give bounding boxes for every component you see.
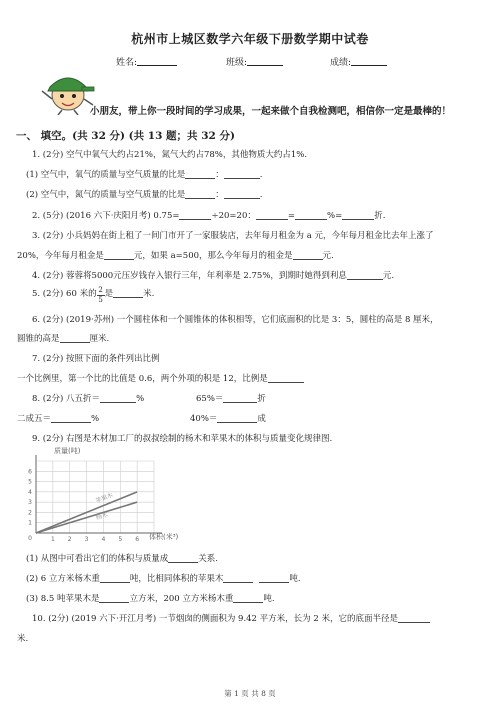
q6-blank[interactable] (60, 333, 90, 343)
q10-text-a: 10. (2分) (2019 六下·开江月考) 一节烟囱的侧面积为 9.42 平方米，长为 2 米，它的底面半径是 (32, 614, 398, 624)
y-tick-label: 6 (28, 468, 32, 476)
q7-line2 (17, 372, 304, 384)
q9-sub1-text-a: (1) 从图中可看出它们的体积与质量成 (26, 554, 169, 564)
x-tick-label: 4 (101, 536, 106, 543)
q9-blank-5[interactable] (99, 593, 129, 603)
q9-sub3-text-c: 吨. (263, 594, 275, 604)
q10-line1 (32, 612, 430, 624)
q8-text-e: 二成五＝ (17, 414, 52, 424)
q9-stem: 9. (2分) 右图是木材加工厂的叔叔绘制的杨木和苹果木的体积与质量变化规律图. (32, 434, 333, 444)
page-footer: 第 1 页 共 8 页 (224, 689, 276, 698)
page-title: 杭州市上城区数学六年级下册数学期中试卷 (131, 32, 369, 46)
q2-line (32, 209, 385, 221)
q1-stem: 1. (2分) 空气中氧气大约占21%，氮气大约占78%，其他物质大约占1%. (32, 150, 308, 160)
q7-blank[interactable] (268, 373, 304, 383)
q8-blank-4[interactable] (217, 413, 257, 423)
q9-blank-1[interactable] (168, 553, 198, 563)
q5-text-a: 5. (2分) 60 米的 (32, 289, 97, 299)
q8-line2b (190, 412, 266, 424)
q8-text-g: 40%＝ (190, 414, 218, 424)
chart-x-axis-label: 体积(米³) (149, 533, 179, 541)
q1-sub2-text: (2) 空气中，氮气的质量与空气质量的比是 (26, 190, 186, 200)
x-tick-label: 6 (135, 536, 140, 543)
q9-blank-3[interactable] (223, 573, 253, 583)
q5-line (32, 286, 154, 306)
x-tick-label: 1 (50, 536, 55, 543)
q8-blank-2[interactable] (223, 393, 257, 403)
q2-blank-2[interactable] (256, 210, 288, 220)
q2-blank-3[interactable] (295, 210, 327, 220)
q8-text-a: 8. (2分) 八五折＝ (32, 394, 101, 404)
q3-text-a: 20%，今年每月租金是 (17, 251, 104, 261)
q4-text-b: 元. (382, 271, 395, 281)
q3-text-b: 元，如果 a=500，那么今年每月的租金是 (133, 251, 293, 261)
q9-sub1-text-b: 关系. (198, 554, 218, 564)
q5-fraction (97, 286, 105, 306)
q1-sub1-text: (1) 空气中，氧气的质量与空气质量的比是 (26, 170, 186, 180)
q1-sub2 (26, 188, 262, 200)
q9-blank-4[interactable] (259, 573, 289, 583)
q8-text-f: % (91, 414, 100, 424)
q2-blank-1[interactable] (179, 210, 211, 220)
q1-colon-2: ： (215, 190, 224, 200)
x-tick-label: 3 (84, 536, 89, 543)
q1-colon-1: ： (215, 170, 224, 180)
q9-sub1 (26, 552, 218, 564)
score-blank (351, 56, 387, 66)
q8-text-c: 65%＝ (196, 394, 224, 404)
q8-text-b: % (136, 394, 145, 404)
q10-blank[interactable] (398, 613, 430, 623)
q8-line1b (196, 392, 266, 404)
chart-ticks (28, 468, 139, 543)
q2-text-d: %= (327, 211, 343, 221)
name-label: 姓名: (116, 58, 138, 68)
mascot-icon (38, 65, 96, 115)
q1-blank-4[interactable] (224, 189, 260, 199)
q3-blank-1[interactable] (104, 250, 134, 260)
q4-line (32, 269, 394, 281)
q9-blank-2[interactable] (100, 573, 130, 583)
q4-blank[interactable] (347, 270, 383, 280)
y-tick-label: 1 (28, 519, 32, 527)
series-label: 苹果木 (94, 491, 115, 506)
q3-line1: 3. (2分) 小兵妈妈在街上租了一间门市开了一家服装店，去年每月租金为 a 元，今年每月租金比去年上涨了 (32, 231, 434, 241)
chart-axes (36, 455, 162, 533)
q9-sub2-text-c: 吨. (289, 574, 301, 584)
q8-text-d: 折 (257, 394, 266, 404)
q9-sub3-text-b: 立方米，200 立方米杨木重 (129, 594, 234, 604)
fraction-numerator: 2 (98, 286, 103, 294)
q4-text-a: 4. (2分) 蓉蓉将5000元压岁钱存入银行三年，年利率是 2.75%，到期时她得到利息 (32, 271, 347, 281)
q2-blank-4[interactable] (342, 210, 374, 220)
q9-chart (22, 443, 202, 543)
q3-text-c: 元. (322, 251, 334, 261)
q6-line1: 6. (2分) (2019·苏州) 一个圆柱体和一个圆锥体的体积相等，它们底面积的比是 3：5，圆柱的高是 8 厘米， (32, 315, 439, 325)
q8-blank-1[interactable] (100, 393, 136, 403)
class-field (226, 55, 283, 68)
q9-sub2 (26, 572, 301, 584)
q2-text-b: ÷20=20： (211, 211, 256, 221)
q1-end-1: . (259, 170, 263, 180)
score-field (330, 55, 387, 68)
y-tick-label: 5 (28, 478, 32, 486)
q9-sub2-text-b: 吨，比相同体积的苹果木 (129, 574, 224, 584)
q2-text-e: 折. (374, 211, 386, 221)
q6-line2 (17, 332, 109, 344)
y-tick-label: 2 (28, 509, 32, 517)
x-tick-label: 5 (118, 536, 123, 543)
q5-text-c: 米. (143, 289, 155, 299)
q1-sub1 (26, 168, 262, 180)
q6-text-a: 圆锥的高是 (17, 334, 60, 344)
q8-blank-3[interactable] (51, 413, 91, 423)
q2-text-c: = (287, 211, 295, 221)
origin-label: 0 (28, 535, 32, 542)
chart-y-axis-label: 质量(吨) (54, 447, 81, 455)
q6-text-b: 厘米. (89, 334, 110, 344)
q9-sub3 (26, 592, 275, 604)
q7-text: 一个比例里，第一个比的比值是 0.6，两个外项的积是 12，比例是 (17, 374, 268, 384)
q9-blank-6[interactable] (233, 593, 263, 603)
series-label: 杨木 (95, 511, 109, 522)
q1-end-2: . (259, 190, 263, 200)
q9-sub2-text-a: (2) 6 立方米杨木重 (26, 574, 100, 584)
q8-line2 (17, 412, 99, 424)
y-tick-label: 3 (28, 499, 32, 507)
encouragement-text: 小朋友，带上你一段时间的学习成果，一起来做个自我检测吧，相信你一定是最棒的！ (90, 106, 452, 117)
q9-sub3-text-a: (3) 8.5 吨苹果木是 (26, 594, 100, 604)
q8-line1 (32, 392, 144, 404)
q2-text-a: 2. (5分) (2016 六下·庆阳月考) 0.75= (32, 211, 180, 221)
q1-blank-3[interactable] (185, 189, 215, 199)
x-tick-label: 2 (67, 536, 72, 543)
name-blank (137, 56, 177, 66)
section-heading: 一、 填空。(共 32 分) (共 13 题；共 32 分) (16, 130, 235, 142)
q3-line2 (17, 249, 334, 261)
y-tick-label: 4 (28, 488, 32, 496)
q7-stem: 7. (2分) 按照下面的条件列出比例 (32, 354, 160, 364)
q1-blank-2[interactable] (224, 169, 260, 179)
q10-line2: 米. (17, 634, 29, 644)
score-label: 成绩: (330, 58, 352, 68)
name-field (116, 55, 177, 68)
q8-text-h: 成 (257, 414, 266, 424)
class-blank (247, 56, 283, 66)
fraction-denominator: 5 (98, 296, 103, 304)
q1-blank-1[interactable] (185, 169, 215, 179)
q3-blank-2[interactable] (293, 250, 323, 260)
q5-blank[interactable] (113, 288, 143, 298)
chart-grid (36, 461, 154, 533)
class-label: 班级: (226, 58, 248, 68)
q5-text-b: 是 (104, 289, 114, 299)
